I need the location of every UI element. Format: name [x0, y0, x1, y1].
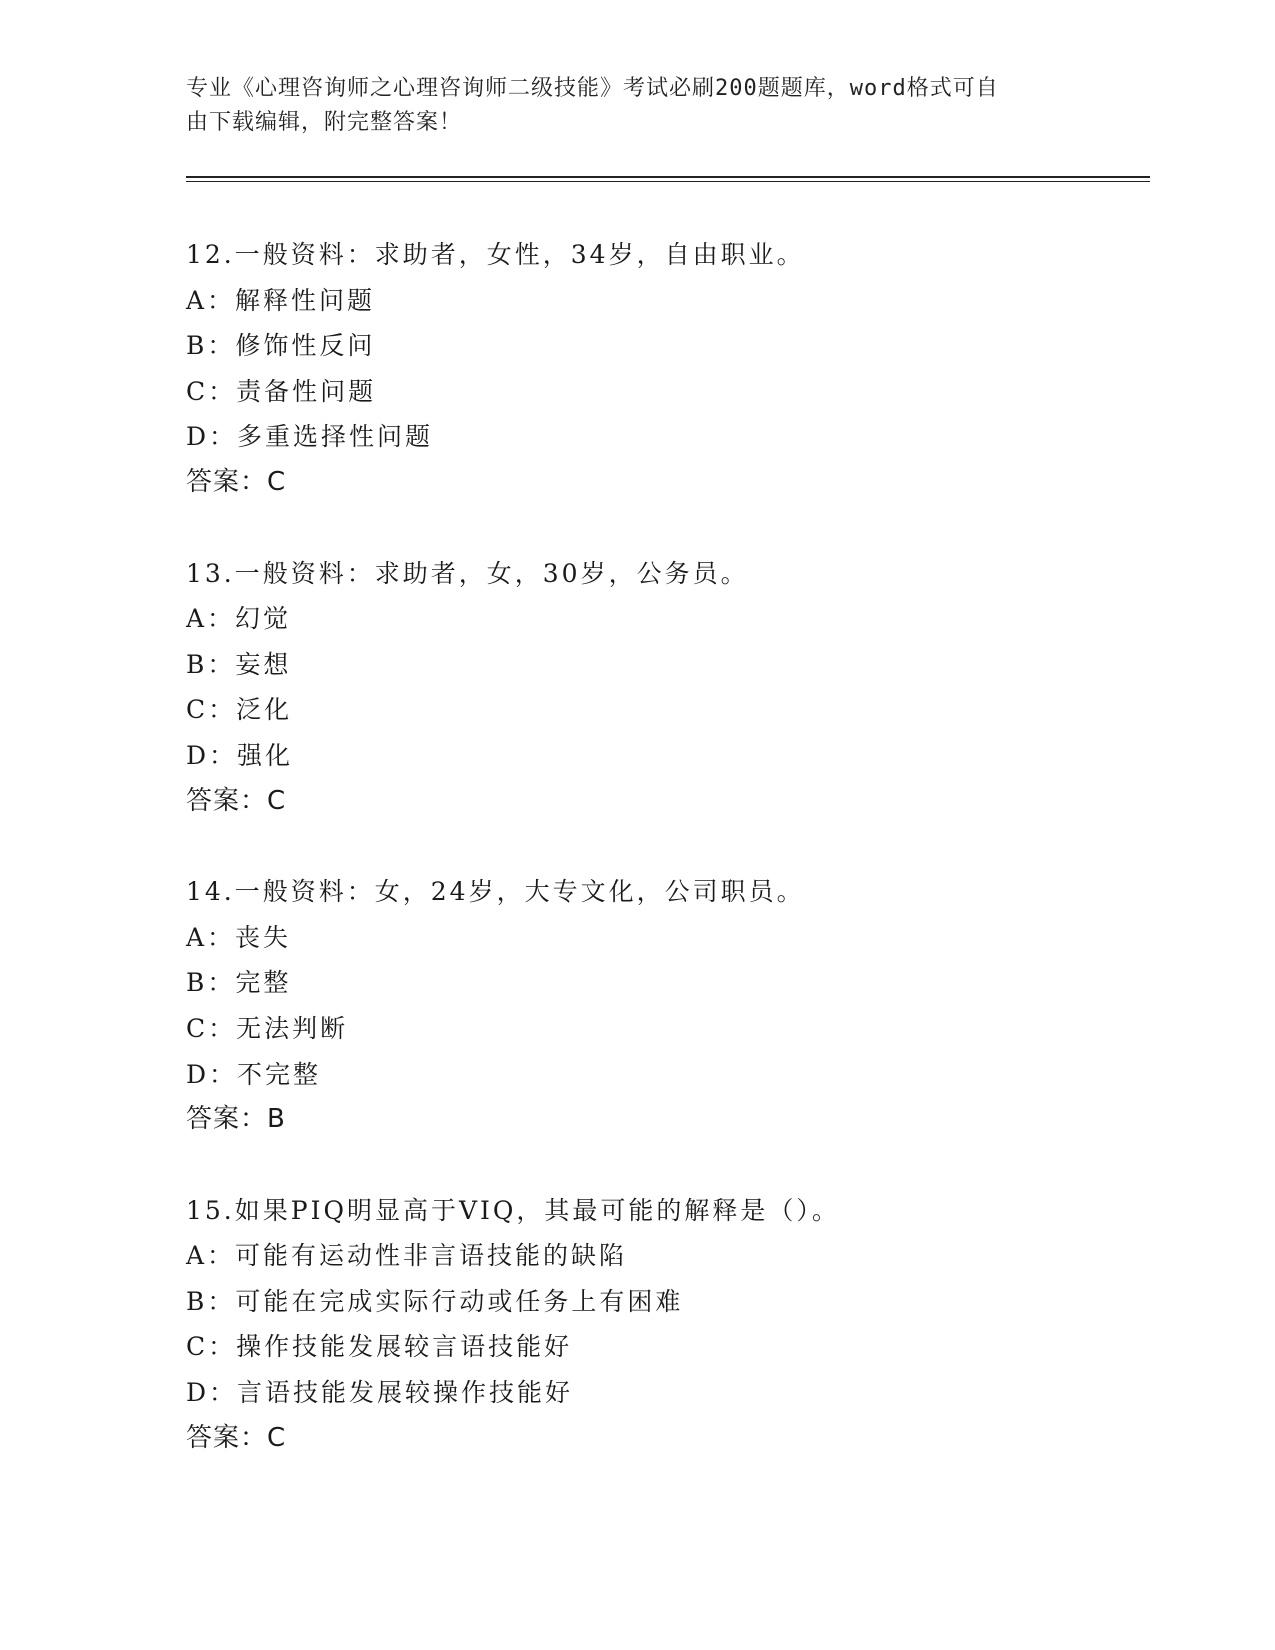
option-b: B：完整 — [186, 968, 292, 998]
option-c: C：操作技能发展较言语技能好 — [186, 1332, 573, 1362]
question-15 — [186, 1188, 1146, 1462]
header-line-1: 专业《心理咨询师之心理咨询师二级技能》考试必刷200题题库，word格式可自 — [186, 76, 999, 101]
header-divider-thick — [186, 176, 1150, 178]
option-d: D：强化 — [186, 740, 294, 770]
question-list — [186, 232, 1146, 1506]
answer-line: 答案：C — [186, 466, 287, 497]
option-c: C：责备性问题 — [186, 376, 377, 406]
header-line-2: 由下载编辑，附完整答案！ — [186, 110, 463, 135]
answer-line: 答案：C — [186, 785, 287, 816]
question-stem: 12.一般资料：求助者，女性，34岁，自由职业。 — [186, 240, 805, 269]
option-d: D：不完整 — [186, 1059, 322, 1089]
answer-line: 答案：B — [186, 1104, 286, 1135]
option-a: A：丧失 — [186, 922, 292, 952]
question-stem: 13.一般资料：求助者，女，30岁，公务员。 — [186, 558, 749, 588]
option-a: A：幻觉 — [186, 604, 292, 634]
option-d: D：言语技能发展较操作技能好 — [186, 1378, 574, 1408]
question-stem: 15.如果PIQ明显高于VIQ，其最可能的解释是（）。 — [186, 1195, 840, 1225]
option-c: C：无法判断 — [186, 1013, 349, 1043]
header-divider-thin — [186, 181, 1150, 182]
question-13 — [186, 551, 1146, 825]
answer-line: 答案：C — [186, 1422, 287, 1453]
option-a: A：解释性问题 — [186, 285, 376, 315]
document-header — [186, 72, 1086, 140]
question-stem: 14.一般资料：女，24岁，大专文化，公司职员。 — [186, 877, 805, 907]
option-c: C：泛化 — [186, 695, 293, 725]
question-12 — [186, 232, 1146, 506]
option-d: D：多重选择性问题 — [186, 422, 434, 452]
option-b: B：可能在完成实际行动或任务上有困难 — [186, 1286, 684, 1316]
question-14 — [186, 869, 1146, 1143]
option-b: B：修饰性反问 — [186, 331, 376, 361]
option-b: B：妄想 — [186, 649, 292, 679]
option-a: A：可能有运动性非言语技能的缺陷 — [186, 1241, 628, 1271]
